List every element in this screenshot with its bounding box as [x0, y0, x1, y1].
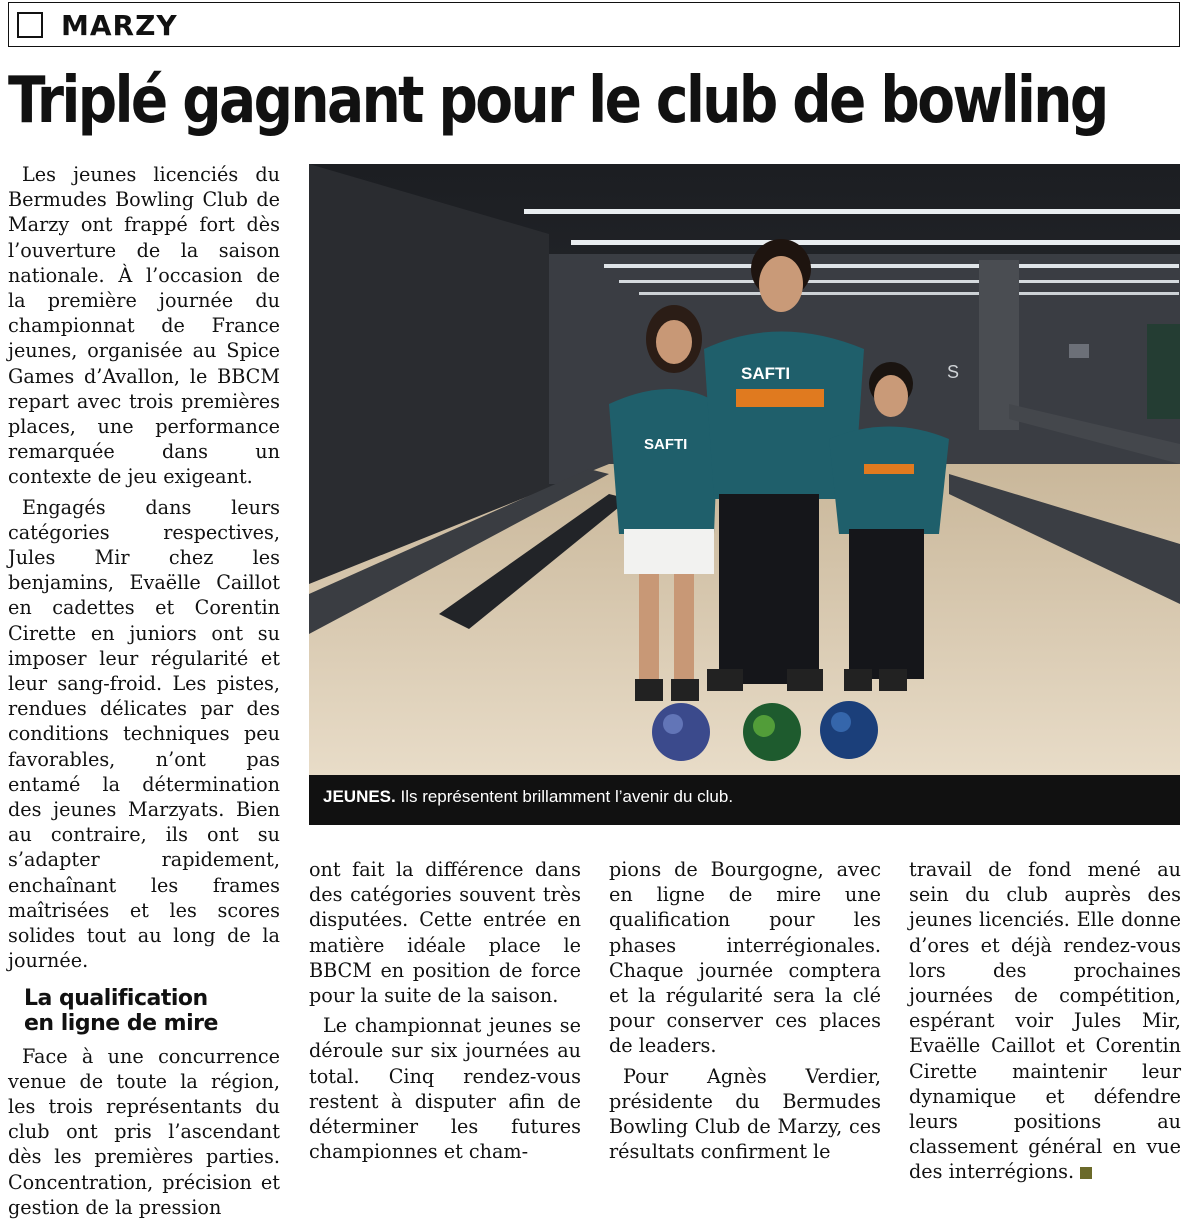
caption-text: Ils représentent brillamment l’avenir du club. — [395, 787, 734, 806]
col1-paragraph-3: Face à une concurrence venue de toute la région, les trois représentants du club ont pris l’ascendant dès les premières parties. Concentration, précision et gestion de la pression — [8, 1044, 280, 1219]
section-rubric — [8, 2, 1180, 47]
subheading-line-1: La qualification — [24, 985, 208, 1011]
bowling-balls — [652, 701, 878, 761]
tall-boy-shirt-text: SAFTI — [741, 364, 791, 383]
subheading-line-2: en ligne de mire — [24, 1010, 218, 1036]
col3-paragraph-2: Pour Agnès Verdier, présidente du Bermudes Bowling Club de Marzy, ces résultats confirment le — [609, 1064, 881, 1164]
photo-caption — [309, 775, 1180, 825]
col1-paragraph-2: Engagés dans leurs catégories respectives, Jules Mir chez les benjamins, Evaëlle Caillot en cadettes et Corentin Cirette en juniors ont su imposer leur régularité et leur sang-froid. Les pistes, rendues délicates par des conditions techniques peu favorables, n’ont pas entamé la détermination des jeunes Marzyats. Bien au contraire, ils ont su s’adapter rapidement, enchaînant les frames maîtrisées et les scores solides tout au long de la journée. — [8, 495, 280, 973]
col2-paragraph-1: ont fait la différence dans des catégories souvent très disputées. Cette entrée en matière idéale place le BBCM en position de force pour la suite de la saison. — [309, 858, 581, 1008]
column-3 — [609, 857, 881, 1164]
rubric-box-icon — [17, 12, 43, 38]
col4-paragraph-1-text: travail de fond mené au sein du club auprès des jeunes licenciés. Elle donne d’ores et déjà rendez-vous lors des prochaines journées de compétition, espérant voir Jules Mir, Evaëlle Caillot et Corentin Cirette maintenir leur dynamique et défendre leurs positions au classement général en vue des interrégions. — [909, 858, 1181, 1184]
rubric-label: MARZY — [61, 9, 178, 42]
column-2 — [309, 857, 581, 1164]
girl-shirt-text: SAFTI — [644, 436, 688, 453]
subheading — [24, 986, 280, 1036]
bowling-alley-illustration — [309, 164, 1180, 775]
col4-paragraph-1 — [909, 857, 1181, 1185]
col3-paragraph-1: pions de Bourgogne, avec en ligne de mire une qualification pour les phases interrégionales. Chaque journée comptera et la régularité sera la clé pour conserver ces places de leaders. — [609, 858, 881, 1058]
end-of-article-icon — [1080, 1167, 1092, 1179]
caption-lead: JEUNES. — [323, 787, 396, 806]
col1-paragraph-1: Les jeunes licenciés du Bermudes Bowling Club de Marzy ont frappé fort dès l’ouverture de la saison nationale. À l’occasion de la première journée du championnat de France jeunes, organisée au Spice Games d’Avallon, le BBCM repart avec trois premières places, une performance remarquée dans un contexte de jeu exigeant. — [8, 163, 280, 489]
team-photo — [309, 164, 1180, 775]
column-4 — [909, 857, 1181, 1185]
lane-sign-text: S — [947, 362, 960, 382]
col2-paragraph-2: Le championnat jeunes se déroule sur six journées au total. Cinq rendez-vous restent à disputer afin de déterminer les futures championnes et cham- — [309, 1014, 581, 1164]
column-1 — [8, 162, 280, 1220]
headline: Triplé gagnant pour le club de bowling — [8, 64, 1107, 138]
